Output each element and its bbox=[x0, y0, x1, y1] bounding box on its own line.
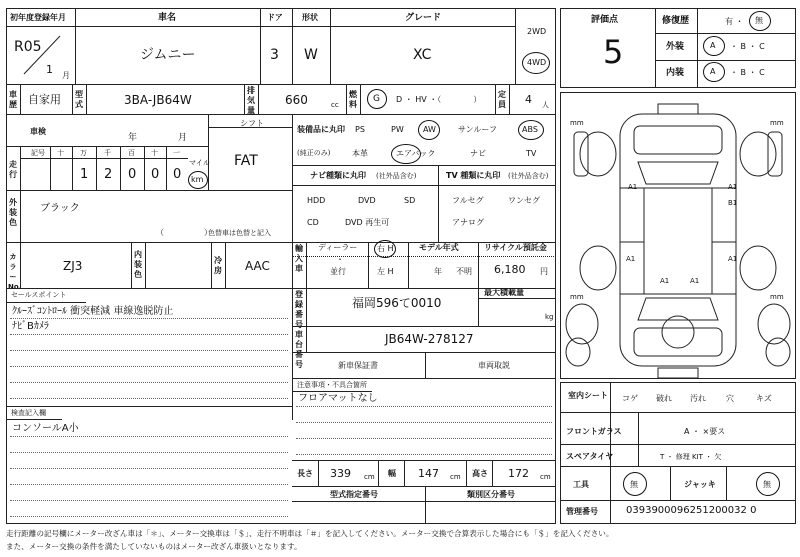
type-number-label: 型式指定番号 bbox=[330, 490, 378, 499]
mileage-col-label: 千 bbox=[104, 149, 111, 157]
mm-label-2: mm bbox=[770, 119, 784, 127]
notes-value: フロアマットなし bbox=[298, 393, 378, 404]
aircon-value: AAC bbox=[245, 259, 270, 273]
height-value: 172 bbox=[508, 467, 529, 480]
manage-value: 0393900096251200032 0 bbox=[626, 505, 757, 516]
mm-label-1: mm bbox=[570, 119, 584, 127]
month-unit: 月 bbox=[62, 71, 70, 80]
mm-label-3: mm bbox=[570, 293, 584, 301]
left-h: 左 H bbox=[377, 267, 394, 276]
recycle-yen: 円 bbox=[540, 267, 548, 276]
door-value: 3 bbox=[270, 47, 279, 63]
import-dot: ・ bbox=[336, 255, 344, 264]
reg-year: R05 bbox=[14, 39, 42, 55]
inspection-label: 車検 bbox=[30, 127, 46, 136]
windshield-value: A ・ ×要ス bbox=[684, 427, 726, 436]
writing-line bbox=[10, 516, 288, 517]
color-note: 色替車は色替と記入 bbox=[208, 229, 271, 237]
registration-value: 福岡596て0010 bbox=[352, 296, 442, 310]
color-label: 外装色 bbox=[9, 198, 17, 227]
writing-line bbox=[10, 334, 288, 335]
footer-line2: また、メーター交換の条件を満たしていないものはメーター改ざん車扱いとなります。 bbox=[6, 542, 302, 551]
mile-unit: マイル bbox=[189, 159, 210, 167]
jack-label: ジャッキ bbox=[684, 480, 716, 489]
chassis-value: JB64W-278127 bbox=[385, 332, 474, 346]
mileage-label: 走行 bbox=[9, 160, 17, 179]
interior-color-label: 内装色 bbox=[134, 250, 142, 279]
damage-mark-7: A1 bbox=[690, 277, 700, 285]
tv-analog: アナログ bbox=[452, 218, 484, 227]
sales-label: セールスポイント bbox=[11, 291, 67, 299]
aircon-label: 冷房 bbox=[214, 256, 222, 275]
interior-sheet-label: 室内シート bbox=[568, 391, 608, 400]
shape-value: W bbox=[304, 47, 318, 63]
registration-label: 登録番号 bbox=[295, 290, 303, 329]
color-paren: （ ） bbox=[156, 228, 212, 237]
inspection-month: 月 bbox=[178, 133, 188, 143]
fuel-label: 燃料 bbox=[349, 90, 357, 109]
tv-label: TV 種類に丸印 bbox=[446, 171, 501, 180]
length-label: 長さ bbox=[297, 469, 313, 478]
door-label: ドア bbox=[267, 13, 283, 22]
mileage-col-label: 十 bbox=[151, 149, 158, 157]
inspection-year: 年 bbox=[128, 133, 138, 143]
writing-line bbox=[10, 468, 288, 469]
equip-sunroof: サンルーフ bbox=[458, 125, 497, 134]
import-parallel: 並行 bbox=[330, 267, 346, 276]
damage-mark-4: A1 bbox=[626, 255, 636, 263]
car-name: ジムニー bbox=[140, 47, 196, 63]
equip-leather: 本革 bbox=[352, 149, 368, 158]
wheels bbox=[566, 132, 790, 366]
usage-label: 車歴 bbox=[9, 90, 17, 109]
exterior-selected: A bbox=[710, 41, 716, 50]
spare-label: スペアタイヤ bbox=[566, 452, 614, 461]
writing-line bbox=[10, 318, 288, 319]
equip-airbag: エアバック bbox=[396, 149, 436, 158]
equip-aw: AW bbox=[423, 125, 436, 134]
equip-ps: PS bbox=[355, 125, 365, 134]
damage-mark-3: B1 bbox=[728, 199, 738, 207]
drive-2wd: 2WD bbox=[527, 27, 547, 36]
mileage-digit: 0 bbox=[173, 167, 182, 182]
windshield-label: フロントガラス bbox=[566, 427, 622, 436]
sheet-hole: 穴 bbox=[726, 394, 734, 403]
main-form-frame bbox=[6, 8, 556, 524]
model-year-unknown: 不明 bbox=[456, 267, 472, 276]
navi-dvd-play: DVD 再生可 bbox=[345, 218, 390, 227]
writing-line bbox=[10, 500, 288, 501]
check-label: 検査記入欄 bbox=[11, 409, 46, 417]
damage-mark-6: A1 bbox=[660, 277, 670, 285]
tv-fullseg: フルセグ bbox=[452, 196, 484, 205]
model-label: 型式 bbox=[75, 90, 83, 109]
navi-sub: (社外品含む) bbox=[376, 172, 417, 180]
interior-selected: A bbox=[710, 67, 716, 76]
sheet-tear: 破れ bbox=[656, 394, 672, 403]
import-dealer: ディーラー bbox=[318, 243, 358, 252]
displacement-label: 排気量 bbox=[247, 86, 255, 115]
right-h: 右 H bbox=[377, 244, 394, 253]
chassis-label: 車台番号 bbox=[295, 330, 303, 369]
mileage-digit: 1 bbox=[80, 167, 89, 182]
mileage-col-label: 万 bbox=[80, 149, 87, 157]
usage-value: 自家用 bbox=[28, 93, 61, 106]
navi-label: ナビ種類に丸印 bbox=[310, 171, 366, 180]
damage-mark-2: A1 bbox=[728, 183, 738, 191]
capacity-label: 定員 bbox=[498, 90, 506, 109]
shape-label: 形状 bbox=[302, 13, 318, 22]
damage-mark-5: A1 bbox=[728, 255, 738, 263]
length-value: 339 bbox=[330, 467, 351, 480]
equipment-label: 装備品に丸印 bbox=[297, 125, 345, 134]
writing-line bbox=[10, 398, 288, 399]
car-name-label: 車名 bbox=[158, 13, 177, 23]
capacity-value: 4 bbox=[525, 93, 532, 106]
new-car-warranty: 新車保証書 bbox=[338, 361, 378, 370]
manage-label: 管理番号 bbox=[566, 507, 598, 516]
model-year-year: 年 bbox=[434, 267, 442, 276]
mileage-col-label: 十 bbox=[57, 149, 64, 157]
score-label: 評価点 bbox=[591, 15, 619, 25]
max-load-label: 最大積載量 bbox=[484, 288, 524, 297]
width-label: 幅 bbox=[388, 469, 396, 478]
color-code: ZJ3 bbox=[63, 259, 83, 273]
width-cm: cm bbox=[450, 473, 461, 481]
model-value: 3BA-JB64W bbox=[124, 93, 192, 107]
interior-label: 内装 bbox=[666, 68, 685, 78]
repair-label: 修復歴 bbox=[662, 16, 690, 26]
writing-line bbox=[10, 350, 288, 351]
writing-line bbox=[10, 436, 288, 437]
mileage-col-label: 百 bbox=[128, 149, 135, 157]
length-cm: cm bbox=[364, 473, 375, 481]
repair-options: 有 ・ bbox=[725, 17, 744, 26]
check-value: コンソールA小 bbox=[12, 423, 79, 434]
drive-4wd: 4WD bbox=[527, 58, 547, 67]
interior-options: ・ B ・ C bbox=[730, 68, 765, 77]
shift-value: FAT bbox=[234, 153, 258, 169]
tools-value: 無 bbox=[630, 480, 638, 489]
spare-value: T ・ 修理 KIT ・ 欠 bbox=[660, 453, 722, 461]
fuel-options: D ・ HV ・（ ） bbox=[396, 95, 482, 104]
mileage-col-label: 一 bbox=[173, 149, 180, 157]
height-label: 高さ bbox=[472, 469, 488, 478]
height-cm: cm bbox=[540, 473, 551, 481]
reg-month: 1 bbox=[46, 63, 53, 76]
grade-value: XC bbox=[413, 47, 432, 63]
recycle-label: リサイクル預託金 bbox=[484, 243, 547, 252]
sales-line1: ｸﾙｰｽﾞｺﾝﾄﾛｰﾙ 衝突軽減 車線逸脱防止 bbox=[12, 306, 174, 317]
cc-unit: cc bbox=[331, 101, 339, 109]
color-code-label: カラーNo. bbox=[8, 253, 22, 291]
writing-line bbox=[10, 452, 288, 453]
navi-cd: CD bbox=[307, 218, 319, 227]
navi-dvd: DVD bbox=[358, 196, 376, 205]
equip-pw: PW bbox=[391, 125, 404, 134]
writing-line bbox=[296, 422, 552, 423]
equip-tv: TV bbox=[526, 149, 537, 158]
width-value: 147 bbox=[418, 467, 439, 480]
class-number-label: 類別区分番号 bbox=[467, 490, 515, 499]
writing-line bbox=[296, 454, 552, 455]
writing-line bbox=[10, 484, 288, 485]
recycle-value: 6,180 bbox=[494, 263, 526, 276]
tools-label: 工具 bbox=[573, 480, 589, 489]
navi-hdd: HDD bbox=[307, 196, 326, 205]
reg-year-label: 初年度登録年月 bbox=[10, 13, 66, 22]
score-value: 5 bbox=[603, 33, 624, 71]
equip-navi: ナビ bbox=[470, 149, 486, 158]
exterior-label: 外装 bbox=[666, 42, 685, 52]
vehicle-manual: 車両取説 bbox=[478, 361, 510, 370]
grade-label: グレード bbox=[405, 13, 442, 23]
vehicle-damage-diagram bbox=[560, 92, 796, 379]
mileage-digit: 0 bbox=[151, 167, 160, 182]
repair-selected: 無 bbox=[755, 16, 763, 25]
model-year-label: モデル年式 bbox=[419, 243, 459, 252]
mm-label-4: mm bbox=[770, 293, 784, 301]
max-load-kg: kg bbox=[545, 313, 554, 321]
writing-line bbox=[10, 382, 288, 383]
writing-line bbox=[10, 366, 288, 367]
tv-oneseg: ワンセグ bbox=[508, 196, 540, 205]
fuel-g: G bbox=[373, 94, 380, 104]
navi-sd: SD bbox=[404, 196, 416, 205]
notes-label: 注意事項・不具合箇所 bbox=[297, 381, 367, 389]
displacement-value: 660 bbox=[285, 93, 308, 107]
sales-line2: ﾅﾋﾞBｶﾒﾗ bbox=[12, 321, 49, 332]
import-label: 輸入車 bbox=[295, 244, 303, 273]
shift-label: シフト bbox=[240, 119, 264, 128]
capacity-unit: 人 bbox=[542, 101, 549, 109]
damage-mark-1: A1 bbox=[628, 183, 638, 191]
mileage-digit: 0 bbox=[128, 167, 137, 182]
tv-sub: (社外品含む) bbox=[508, 172, 549, 180]
sheet-dirt: 汚れ bbox=[690, 394, 706, 403]
jack-value: 無 bbox=[763, 480, 771, 489]
sheet-koge: コゲ bbox=[622, 394, 638, 403]
equip-abs: ABS bbox=[522, 125, 538, 134]
writing-line bbox=[296, 438, 552, 439]
sheet-scratch: キズ bbox=[756, 394, 772, 403]
car-outline bbox=[620, 104, 736, 378]
footer-line1: 走行距離の記号欄にメーター改ざん車は「＊」、メーター交換車は「＄」、走行不明車は「＃」を記入してください。メーター交換で合算表示した場合にも「＄」を記入ください。 bbox=[6, 529, 614, 538]
equipment-sublabel: (純正のみ) bbox=[297, 149, 331, 157]
color-value: ブラック bbox=[40, 203, 80, 214]
exterior-options: ・ B ・ C bbox=[730, 42, 765, 51]
writing-line bbox=[296, 406, 552, 407]
km-unit: km bbox=[191, 175, 204, 184]
mileage-col-label: 記号 bbox=[31, 149, 45, 157]
mileage-digit: 2 bbox=[104, 167, 113, 182]
